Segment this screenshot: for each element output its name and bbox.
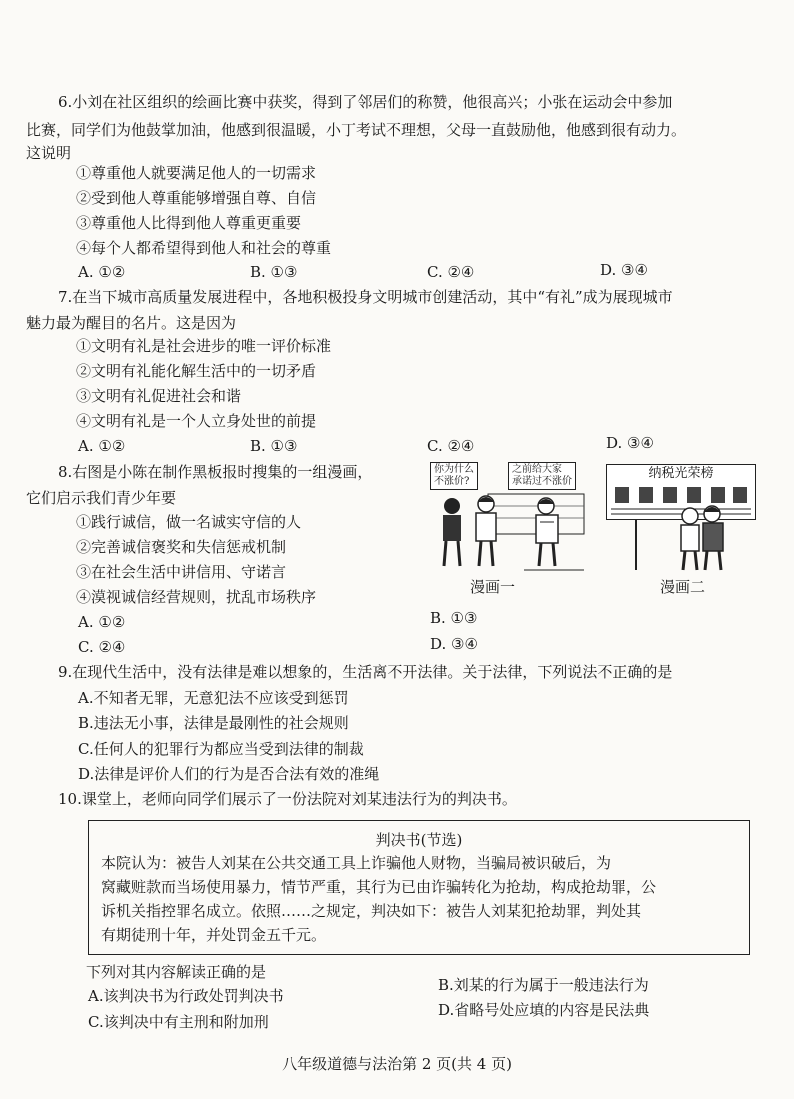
q6-statement-3: ③尊重他人比得到他人尊重更重要 [76,214,302,232]
q7-option-b: B. ①③ [250,437,298,455]
verdict-line-1: 本院认为：被告人刘某在公共交通工具上诈骗他人财物，当骗局被识破后，为 [101,854,612,872]
verdict-excerpt-box [88,820,750,955]
q6-option-d: D. ③④ [600,261,648,279]
q10-stem: 10.课堂上，老师向同学们展示了一份法院对刘某违法行为的判决书。 [58,790,517,808]
cartoon-one-caption: 漫画一 [470,578,516,596]
cartoon-two [606,462,756,574]
q6-statement-2: ②受到他人尊重能够增强自尊、自信 [76,189,317,207]
q7-stem-line-1: 7.在当下城市高质量发展进程中，各地积极投身文明城市创建活动，其中“有礼”成为展现城市 [58,288,673,306]
verdict-title: 判决书(节选) [375,831,463,849]
q8-statement-1: ①践行诚信，做一名诚实守信的人 [76,513,302,531]
q9-stem: 9.在现代生活中，没有法律是难以想象的，生活离不开法律。关于法律，下列说法不正确的是 [58,663,673,681]
q10-question: 下列对其内容解读正确的是 [86,963,267,981]
q9-option-d: D.法律是评价人们的行为是否合法有效的准绳 [78,765,380,783]
page-footer: 八年级道德与法治第 2 页(共 4 页) [282,1055,512,1073]
q7-statement-4: ④文明有礼是一个人立身处世的前提 [76,412,317,430]
q7-statement-3: ③文明有礼促进社会和谐 [76,387,242,405]
cartoon-one [428,462,588,574]
q9-option-b: B.违法无小事，法律是最刚性的社会规则 [78,714,349,732]
q8-statement-4: ④漠视诚信经营规则，扰乱市场秩序 [76,588,317,606]
q8-option-c: C. ②④ [78,638,126,656]
q7-option-c: C. ②④ [427,437,475,455]
q7-statement-2: ②文明有礼能化解生活中的一切矛盾 [76,362,317,380]
bubble-question-line-2: 不涨价? [434,476,470,487]
q6-stem-line-2: 比赛，同学们为他鼓掌加油，他感到很温暖，小丁考试不理想，父母一直鼓励他，他感到很有动力。 [26,121,687,139]
q8-option-b: B. ①③ [430,609,478,627]
q7-option-d: D. ③④ [606,434,654,452]
q10-option-d: D.省略号处应填的内容是民法典 [438,1001,650,1019]
q6-option-a: A. ①② [78,263,126,281]
q10-option-a: A.该判决书为行政处罚判决书 [88,987,284,1005]
q9-option-c: C.任何人的犯罪行为都应当受到法律的制裁 [78,740,364,758]
verdict-line-4: 有期徒刑十年，并处罚金五千元。 [101,926,327,944]
bubble-answer-line-2: 承诺过不涨价 [512,476,572,487]
verdict-line-3: 诉机关指控罪名成立。依照……之规定，判决如下：被告人刘某犯抢劫罪，判处其 [101,902,642,920]
q6-option-b: B. ①③ [250,263,298,281]
honor-board-title: 纳税光荣榜 [607,465,755,483]
q6-option-c: C. ②④ [427,263,475,281]
q6-stem-line-3: 这说明 [26,144,72,162]
q10-option-b: B.刘某的行为属于一般违法行为 [438,976,649,994]
verdict-line-2: 窝藏赃款而当场使用暴力，情节严重，其行为已由诈骗转化为抢劫，构成抢劫罪，公 [101,878,657,896]
q6-statement-1: ①尊重他人就要满足他人的一切需求 [76,164,317,182]
q8-stem-line-2: 它们启示我们青少年要 [26,489,177,507]
q8-option-a: A. ①② [78,613,126,631]
q8-stem-line-1: 8.右图是小陈在制作黑板报时搜集的一组漫画， [58,463,373,481]
q7-option-a: A. ①② [78,437,126,455]
q9-option-a: A.不知者无罪，无意犯法不应该受到惩罚 [78,689,349,707]
cartoon-two-caption: 漫画二 [660,578,706,596]
q8-statement-3: ③在社会生活中讲信用、守诺言 [76,563,287,581]
cartoon-one-figures [428,462,588,574]
q6-stem-line-1: 6.小刘在社区组织的绘画比赛中获奖，得到了邻居们的称赞，他很高兴；小张在运动会中参加 [58,93,673,111]
q6-statement-4: ④每个人都希望得到他人和社会的尊重 [76,239,332,257]
q8-statement-2: ②完善诚信褒奖和失信惩戒机制 [76,538,287,556]
q7-stem-line-2: 魅力最为醒目的名片。这是因为 [26,314,237,332]
bubble-question-line-1: 你为什么 [434,464,474,475]
bubble-answer-line-1: 之前给大家 [512,464,562,475]
cartoon-two-figures [606,462,756,574]
q7-statement-1: ①文明有礼是社会进步的唯一评价标准 [76,337,332,355]
q10-option-c: C.该判决中有主刑和附加刑 [88,1013,269,1031]
q8-option-d: D. ③④ [430,635,478,653]
